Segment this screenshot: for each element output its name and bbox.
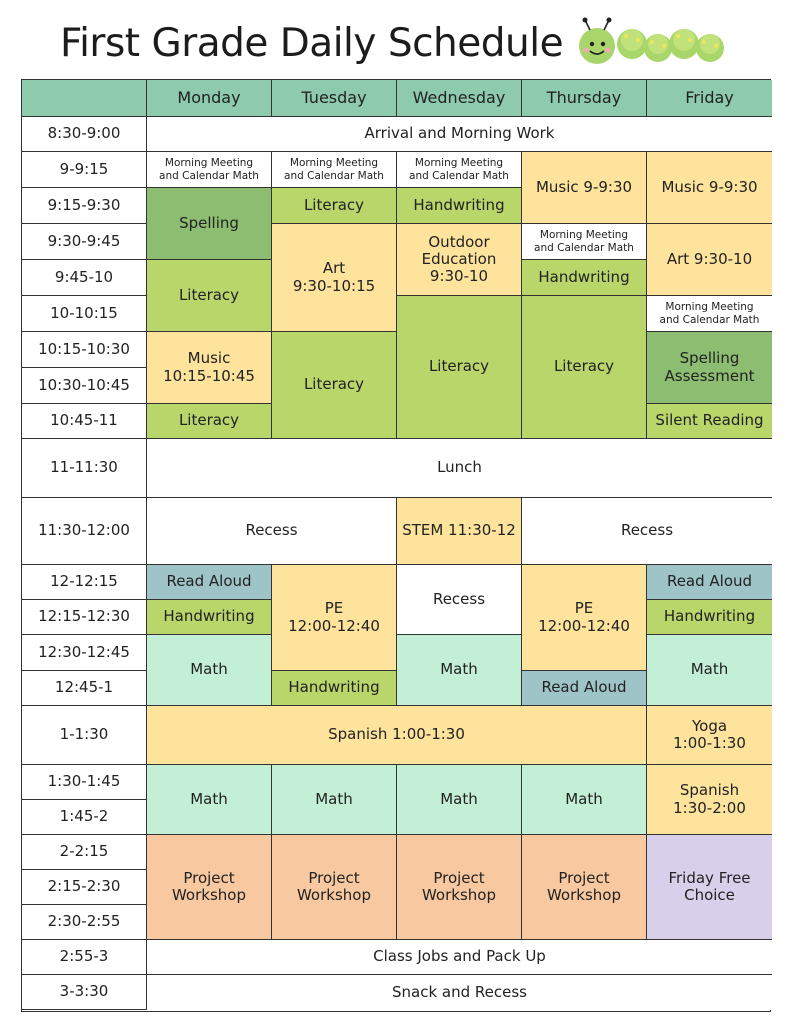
time-label: 10:30-10:45 (22, 368, 147, 404)
time-label: 11:30-12:00 (22, 498, 147, 565)
activity-literacy: Literacy (272, 188, 397, 224)
activity-handwriting: Handwriting (647, 600, 772, 635)
activity-outdoor-education: Outdoor Education 9:30-10 (397, 224, 522, 296)
activity-literacy: Literacy (397, 296, 522, 439)
time-label: 10:45-11 (22, 404, 147, 439)
activity-math: Math (647, 635, 772, 706)
activity-literacy: Literacy (147, 404, 272, 439)
activity-pe: PE 12:00-12:40 (522, 565, 647, 671)
schedule-table (21, 79, 771, 1012)
activity-recess: Recess (397, 565, 522, 635)
activity-project-workshop: Project Workshop (147, 835, 272, 940)
activity-music: Music 10:15-10:45 (147, 332, 272, 404)
activity-spelling: Spelling (147, 188, 272, 260)
time-label: 11-11:30 (22, 439, 147, 498)
activity-handwriting: Handwriting (522, 260, 647, 296)
activity-morning-meeting: Morning Meeting and Calendar Math (522, 224, 647, 260)
activity-read-aloud: Read Aloud (147, 565, 272, 600)
time-label: 2:30-2:55 (22, 905, 147, 940)
time-label: 12:45-1 (22, 671, 147, 706)
header-tuesday: Tuesday (272, 80, 397, 117)
header-wednesday: Wednesday (397, 80, 522, 117)
activity-project-workshop: Project Workshop (522, 835, 647, 940)
time-label: 1-1:30 (22, 706, 147, 765)
activity-morning-meeting: Morning Meeting and Calendar Math (147, 152, 272, 188)
activity-spanish: Spanish 1:30-2:00 (647, 765, 772, 835)
time-label: 2:15-2:30 (22, 870, 147, 905)
time-label: 10:15-10:30 (22, 332, 147, 368)
activity-stem: STEM 11:30-12 (397, 498, 522, 565)
activity-yoga: Yoga 1:00-1:30 (647, 706, 772, 765)
header-friday: Friday (647, 80, 772, 117)
activity-math: Math (397, 765, 522, 835)
activity-music: Music 9-9:30 (522, 152, 647, 224)
activity-class-jobs: Class Jobs and Pack Up (147, 940, 772, 975)
activity-spanish: Spanish 1:00-1:30 (147, 706, 647, 765)
activity-handwriting: Handwriting (147, 600, 272, 635)
activity-art: Art 9:30-10 (647, 224, 772, 296)
activity-math: Math (147, 765, 272, 835)
time-label: 2:55-3 (22, 940, 147, 975)
activity-handwriting: Handwriting (397, 188, 522, 224)
activity-literacy: Literacy (147, 260, 272, 332)
activity-spelling-assessment: Spelling Assessment (647, 332, 772, 404)
activity-snack-recess: Snack and Recess (147, 975, 772, 1010)
activity-morning-meeting: Morning Meeting and Calendar Math (397, 152, 522, 188)
activity-friday-free-choice: Friday Free Choice (647, 835, 772, 940)
activity-math: Math (147, 635, 272, 706)
activity-math: Math (522, 765, 647, 835)
time-label: 1:45-2 (22, 800, 147, 835)
caterpillar-icon (572, 14, 732, 74)
activity-handwriting: Handwriting (272, 671, 397, 706)
activity-read-aloud: Read Aloud (647, 565, 772, 600)
activity-pe: PE 12:00-12:40 (272, 565, 397, 671)
time-label: 9:30-9:45 (22, 224, 147, 260)
time-label: 1:30-1:45 (22, 765, 147, 800)
header-monday: Monday (147, 80, 272, 117)
activity-math: Math (272, 765, 397, 835)
activity-literacy: Literacy (522, 296, 647, 439)
activity-recess: Recess (147, 498, 397, 565)
time-label: 9:15-9:30 (22, 188, 147, 224)
activity-literacy: Literacy (272, 332, 397, 439)
time-label: 12:30-12:45 (22, 635, 147, 671)
activity-math: Math (397, 635, 522, 706)
activity-read-aloud: Read Aloud (522, 671, 647, 706)
header-corner (22, 80, 147, 117)
activity-arrival: Arrival and Morning Work (147, 117, 772, 152)
activity-morning-meeting: Morning Meeting and Calendar Math (272, 152, 397, 188)
activity-project-workshop: Project Workshop (272, 835, 397, 940)
time-label: 8:30-9:00 (22, 117, 147, 152)
time-label: 2-2:15 (22, 835, 147, 870)
time-label: 3-3:30 (22, 975, 147, 1010)
activity-morning-meeting: Morning Meeting and Calendar Math (647, 296, 772, 332)
time-label: 9:45-10 (22, 260, 147, 296)
time-label: 12-12:15 (22, 565, 147, 600)
activity-project-workshop: Project Workshop (397, 835, 522, 940)
activity-lunch: Lunch (147, 439, 772, 498)
activity-recess: Recess (522, 498, 772, 565)
activity-art: Art 9:30-10:15 (272, 224, 397, 332)
time-label: 10-10:15 (22, 296, 147, 332)
activity-music: Music 9-9:30 (647, 152, 772, 224)
time-label: 12:15-12:30 (22, 600, 147, 635)
time-label: 9-9:15 (22, 152, 147, 188)
header-thursday: Thursday (522, 80, 647, 117)
page-title: First Grade Daily Schedule (60, 21, 564, 66)
activity-silent-reading: Silent Reading (647, 404, 772, 439)
